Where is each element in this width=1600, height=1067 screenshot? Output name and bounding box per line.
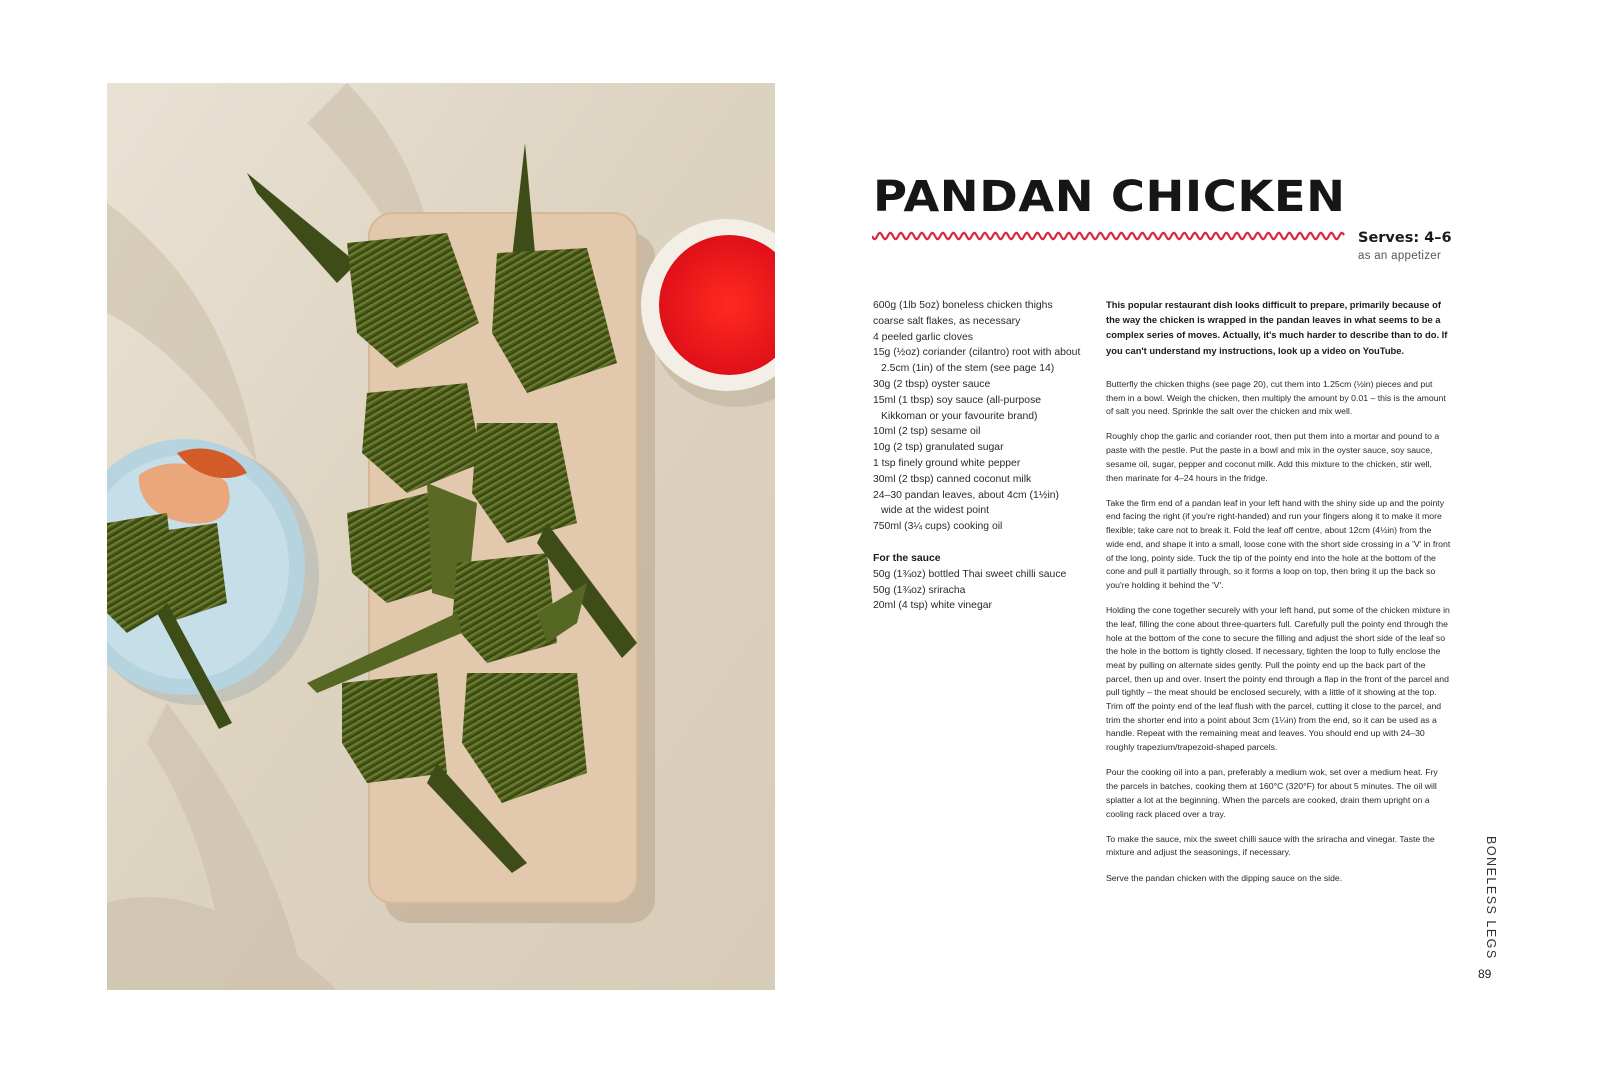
method-step: Holding the cone together securely with your left hand, put some of the chicken mixture in the leaf, filling the cone about three-quarters full. Carefully pull the pointy end through the hole at the bottom of the cone to secure the filling and adjust the short side of the leaf so the hole in the bottom is tightly closed. If necessary, tighten the loop to fully enclose the meat by pulling on alternate sides gently. Pull the pointy end up the back part of the parcel, then up and over. Insert the pointy end through a flap in the front of the parcel and pull tightly – the meat should be enclosed securely, with a little of it showing at the top. Trim off the pointy end of the leaf flush with the parcel, cutting it close to the parcel, and trim the shorter end into a point about 3cm (1¼in) from the end, so it can be used as a handle. Repeat with the remaining meat and leaves. You should end up with 24–30 roughly trapezium/trapezoid-shaped parcels. [1106, 605, 1450, 753]
main-ingredients [873, 298, 1083, 535]
method-step: Butterfly the chicken thighs (see page 20), cut them into 1.25cm (½in) pieces and put them in a bowl. Weigh the chicken, then multiply the amount by 0.01 – this is the amount of salt you need. Sprinkle the salt over the chicken and mix well. [1106, 378, 1446, 417]
sauce-ingredient-item: 50g (1¾oz) sriracha [873, 584, 966, 596]
ingredient-item: 30ml (2 tbsp) canned coconut milk [873, 473, 1032, 485]
method-step: Pour the cooking oil into a pan, preferably a medium wok, set over a medium heat. Fry the parcels in batches, cooking them at 160°C (320°F) for about 5 minutes. The oil will splatter a lot at the beginning. When the parcels are cooked, drain them upright on a cooling rack placed over a tray. [1106, 767, 1438, 819]
ingredients-list [873, 298, 1083, 614]
ingredient-item: coarse salt flakes, as necessary [873, 315, 1021, 327]
ingredient-item: 24–30 pandan leaves, about 4cm (1½in) wide at the widest point [873, 489, 1060, 517]
recipe-intro: This popular restaurant dish looks difficult to prepare, primarily because of the way the chicken is wrapped in the pandan leaves in what seems to be a complex series of moves. Actually, it's much harder to describe than to do. If you can't understand my instructions, look up a video on YouTube. [1106, 299, 1448, 356]
ingredient-item: 1 tsp finely ground white pepper [873, 457, 1021, 469]
food-photo [107, 83, 775, 990]
sauce-heading: For the sauce [873, 552, 941, 564]
method-step: To make the sauce, mix the sweet chilli sauce with the sriracha and vinegar. Taste the mixture and adjust the seasonings, if necessary. [1106, 833, 1435, 858]
recipe-title: PANDAN CHICKEN [873, 172, 1346, 222]
ingredient-item: 600g (1lb 5oz) boneless chicken thighs [873, 300, 1053, 311]
page-number: 89 [1478, 967, 1492, 981]
ingredient-item: 750ml (3¼ cups) cooking oil [873, 521, 1003, 533]
ingredient-item: 10g (2 tsp) granulated sugar [873, 442, 1004, 454]
serves-note: as an appetizer [1358, 250, 1442, 262]
serves-count: Serves: 4–6 [1358, 230, 1452, 246]
sauce-ingredient-item: 20ml (4 tsp) white vinegar [873, 600, 992, 612]
sauce-bowl [641, 219, 775, 407]
ingredient-item: 30g (2 tbsp) oyster sauce [873, 378, 991, 390]
method-step: Serve the pandan chicken with the dipping sauce on the side. [1106, 872, 1343, 883]
method-section [1106, 297, 1451, 897]
method-step: Roughly chop the garlic and coriander root, then put them into a mortar and pound to a paste with the pestle. Put the paste in a bowl and mix in the oyster sauce, soy sauce, sesame oil, sugar, pepper and coconut milk. Add this mixture to the chicken, stir well, then marinate for 4–24 hours in the fridge. [1106, 431, 1440, 483]
method-step: Take the firm end of a pandan leaf in your left hand with the shiny side up and the pointy end facing the right (if you're right-handed) and run your fingers along it to make it more flexible; take care not to break it. Fold the leaf off centre, about 12cm (4½in) from the wide end, and shape it into a small, loose cone with the short side crossing in a 'V' in front of the long, pointy side. Tuck the tip of the pointy end into the hole at the bottom of the cone and pull it partially through, so it forms a loop on top, then bring it up the back so you're holding it behind the 'V'. [1106, 497, 1451, 590]
ingredient-item: 10ml (2 tsp) sesame oil [873, 426, 981, 438]
method-steps [1106, 378, 1451, 886]
ingredient-item: 15g (½oz) coriander (cilantro) root with about 2.5cm (1in) of the stem (see page 14) [873, 347, 1081, 375]
ingredient-item: 15ml (1 tbsp) soy sauce (all-purpose Kikkoman or your favourite brand) [873, 394, 1042, 422]
sauce-ingredient-item: 50g (1¾oz) bottled Thai sweet chilli sauce [873, 568, 1067, 580]
ingredient-item: 4 peeled garlic cloves [873, 331, 973, 343]
sauce-ingredients [873, 567, 1083, 614]
section-label: BONELESS LEGS [1484, 836, 1498, 960]
decorative-wave [872, 230, 1350, 242]
